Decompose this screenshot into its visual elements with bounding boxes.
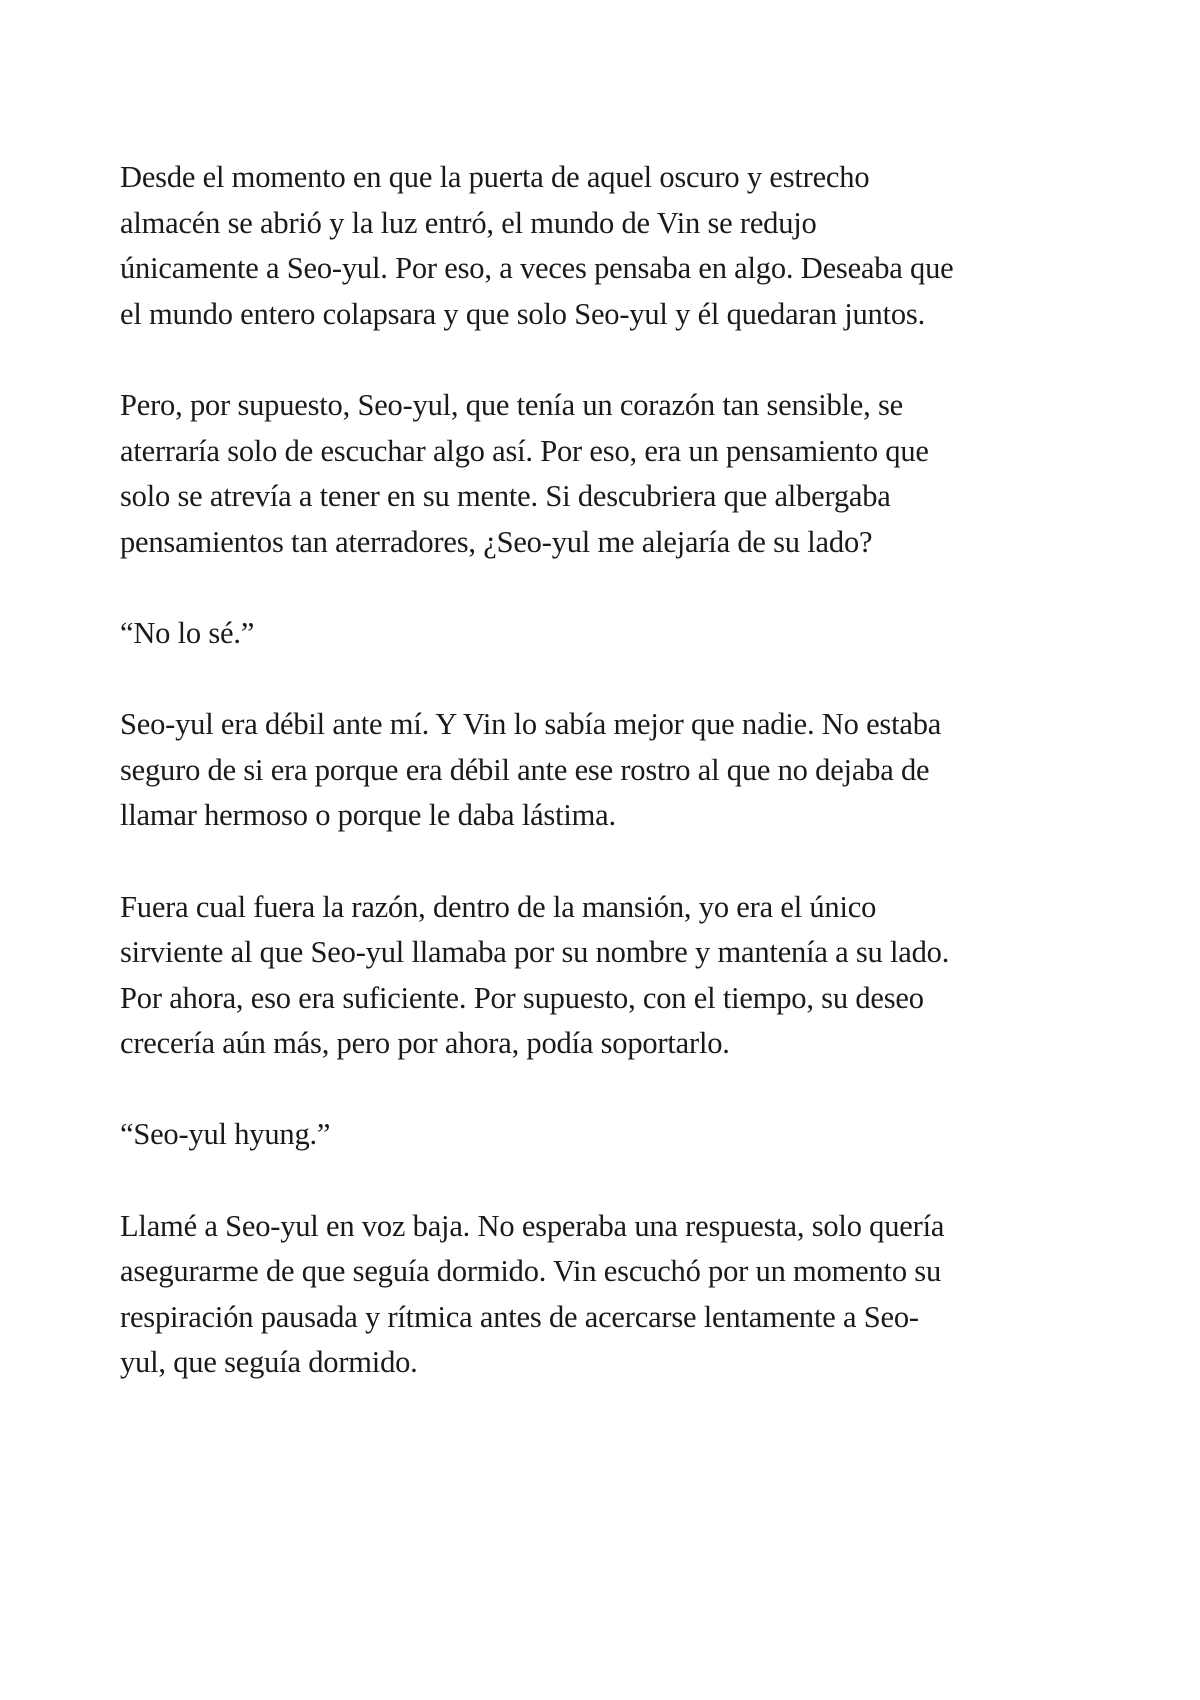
text-line: sirviente al que Seo-yul llamaba por su nombre y mantenía a su lado. <box>120 935 950 970</box>
text-line: seguro de si era porque era débil ante ese rostro al que no dejaba de <box>120 752 930 787</box>
text-line: Pero, por supuesto, Seo-yul, que tenía un corazón tan sensible, se <box>120 387 904 422</box>
text-line: respiración pausada y rítmica antes de acercarse lentamente a Seo- <box>120 1299 919 1334</box>
text-line: únicamente a Seo-yul. Por eso, a veces pensaba en algo. Deseaba que <box>120 251 954 286</box>
text-line: Fuera cual fuera la razón, dentro de la mansión, yo era el único <box>120 889 877 924</box>
text-line: pensamientos tan aterradores, ¿Seo-yul me alejaría de su lado? <box>120 524 873 559</box>
text-line: Llamé a Seo-yul en voz baja. No esperaba una respuesta, solo quería <box>120 1208 945 1243</box>
text-line: solo se atrevía a tener en su mente. Si descubriera que albergaba <box>120 479 891 514</box>
paragraph <box>120 1204 1100 1386</box>
text-line: asegurarme de que seguía dormido. Vin escuchó por un momento su <box>120 1254 942 1289</box>
dialogue-paragraph <box>120 1112 1100 1158</box>
paragraph <box>120 885 1100 1067</box>
text-line: llamar hermoso o porque le daba lástima. <box>120 798 616 833</box>
paragraph <box>120 702 1100 839</box>
dialogue-line: “No lo sé.” <box>120 615 255 650</box>
dialogue-paragraph <box>120 611 1100 657</box>
dialogue-line: “Seo-yul hyung.” <box>120 1117 331 1152</box>
text-line: el mundo entero colapsara y que solo Seo-yul y él quedaran juntos. <box>120 296 925 331</box>
paragraph <box>120 383 1100 565</box>
document-page <box>120 155 1100 1432</box>
text-line: crecería aún más, pero por ahora, podía soportarlo. <box>120 1026 730 1061</box>
text-line: Desde el momento en que la puerta de aquel oscuro y estrecho <box>120 160 870 194</box>
paragraph <box>120 155 1100 337</box>
text-line: almacén se abrió y la luz entró, el mundo de Vin se redujo <box>120 205 817 240</box>
text-line: Seo-yul era débil ante mí. Y Vin lo sabía mejor que nadie. No estaba <box>120 707 942 742</box>
text-line: yul, que seguía dormido. <box>120 1345 418 1380</box>
text-line: aterraría solo de escuchar algo así. Por eso, era un pensamiento que <box>120 433 929 468</box>
text-line: Por ahora, eso era suficiente. Por supuesto, con el tiempo, su deseo <box>120 980 924 1015</box>
